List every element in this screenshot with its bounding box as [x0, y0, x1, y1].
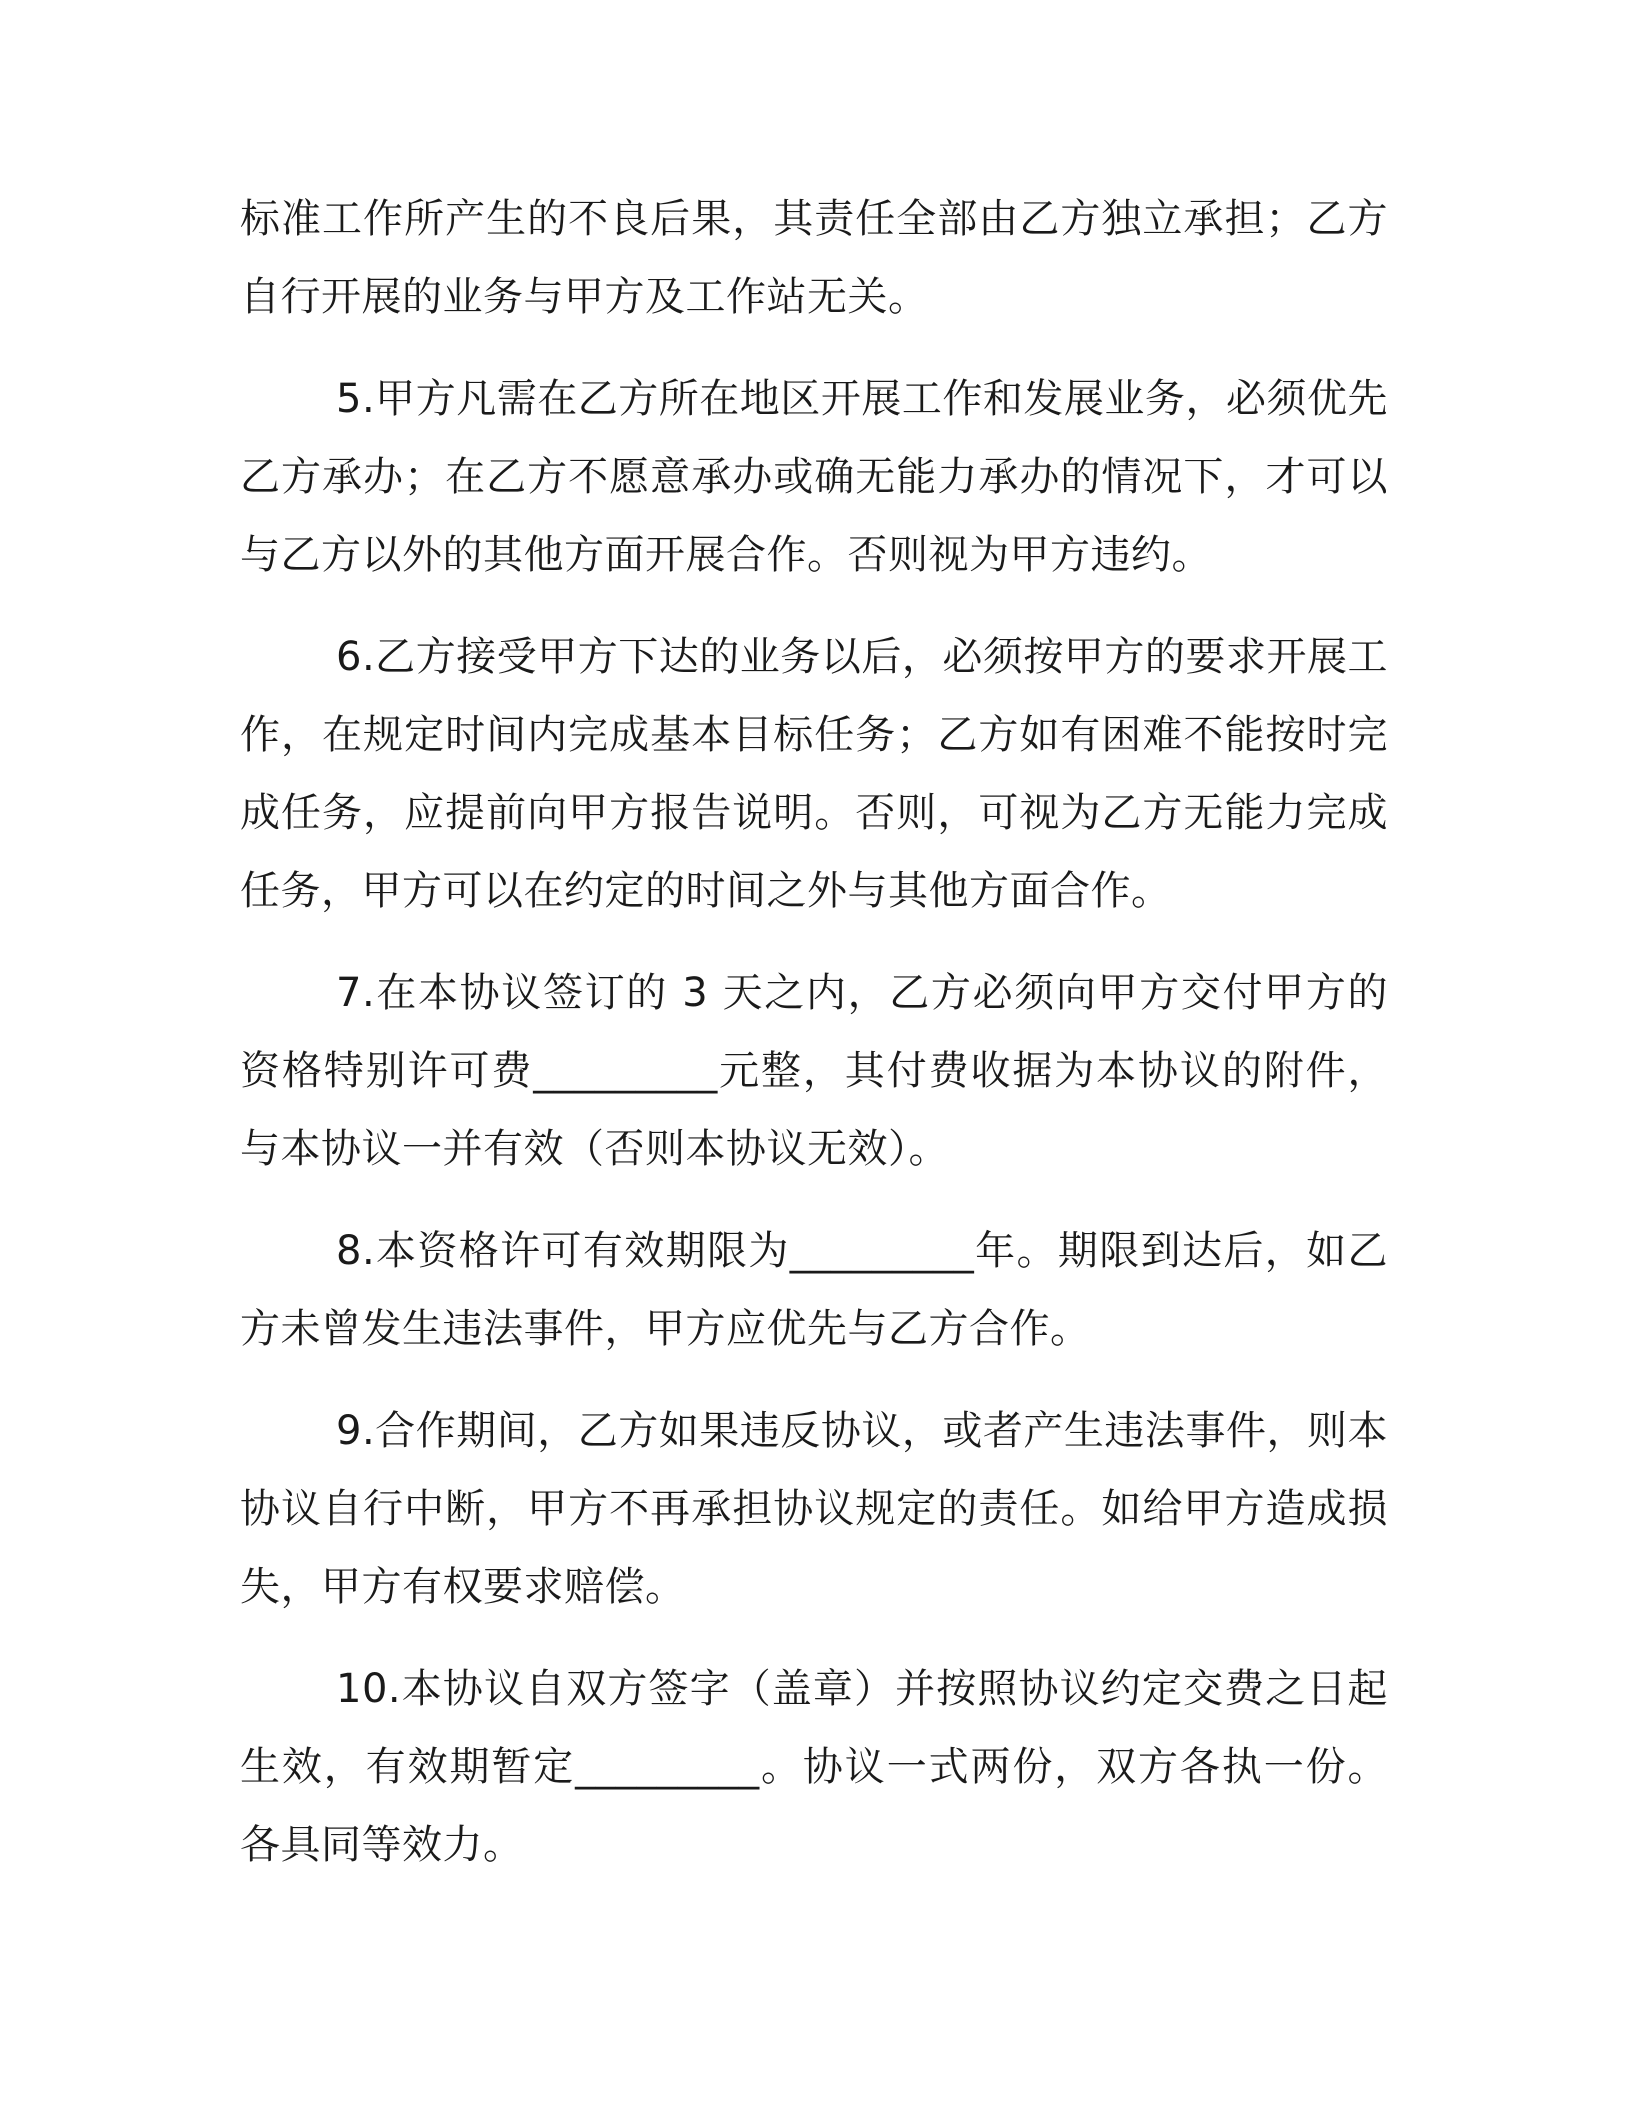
- document-body: [240, 180, 1388, 1908]
- paragraph-continuation: 标准工作所产生的不良后果，其责任全部由乙方独立承担；乙方自行开展的业务与甲方及工作站无关。: [240, 196, 1388, 320]
- clause-5: 5.甲方凡需在乙方所在地区开展工作和发展业务，必须优先乙方承办；在乙方不愿意承办或确无能力承办的情况下，才可以与乙方以外的其他方面开展合作。否则视为甲方违约。: [240, 376, 1388, 578]
- clause-9: 9.合作期间，乙方如果违反协议，或者产生违法事件，则本协议自行中断，甲方不再承担协议规定的责任。如给甲方造成损失，甲方有权要求赔偿。: [240, 1408, 1388, 1610]
- clause-7: 7.在本协议签订的 3 天之内，乙方必须向甲方交付甲方的资格特别许可费_________元整，其付费收据为本协议的附件，与本协议一并有效（否则本协议无效）。: [240, 970, 1388, 1172]
- clause-6: 6.乙方接受甲方下达的业务以后，必须按甲方的要求开展工作，在规定时间内完成基本目标任务；乙方如有困难不能按时完成任务，应提前向甲方报告说明。否则，可视为乙方无能力完成任务，甲方可以在约定的时间之外与其他方面合作。: [240, 634, 1388, 914]
- clause-10: 10.本协议自双方签字（盖章）并按照协议约定交费之日起生效，有效期暂定_________。协议一式两份，双方各执一份。各具同等效力。: [240, 1666, 1388, 1868]
- clause-8: 8.本资格许可有效期限为_________年。期限到达后，如乙方未曾发生违法事件，甲方应优先与乙方合作。: [240, 1228, 1388, 1352]
